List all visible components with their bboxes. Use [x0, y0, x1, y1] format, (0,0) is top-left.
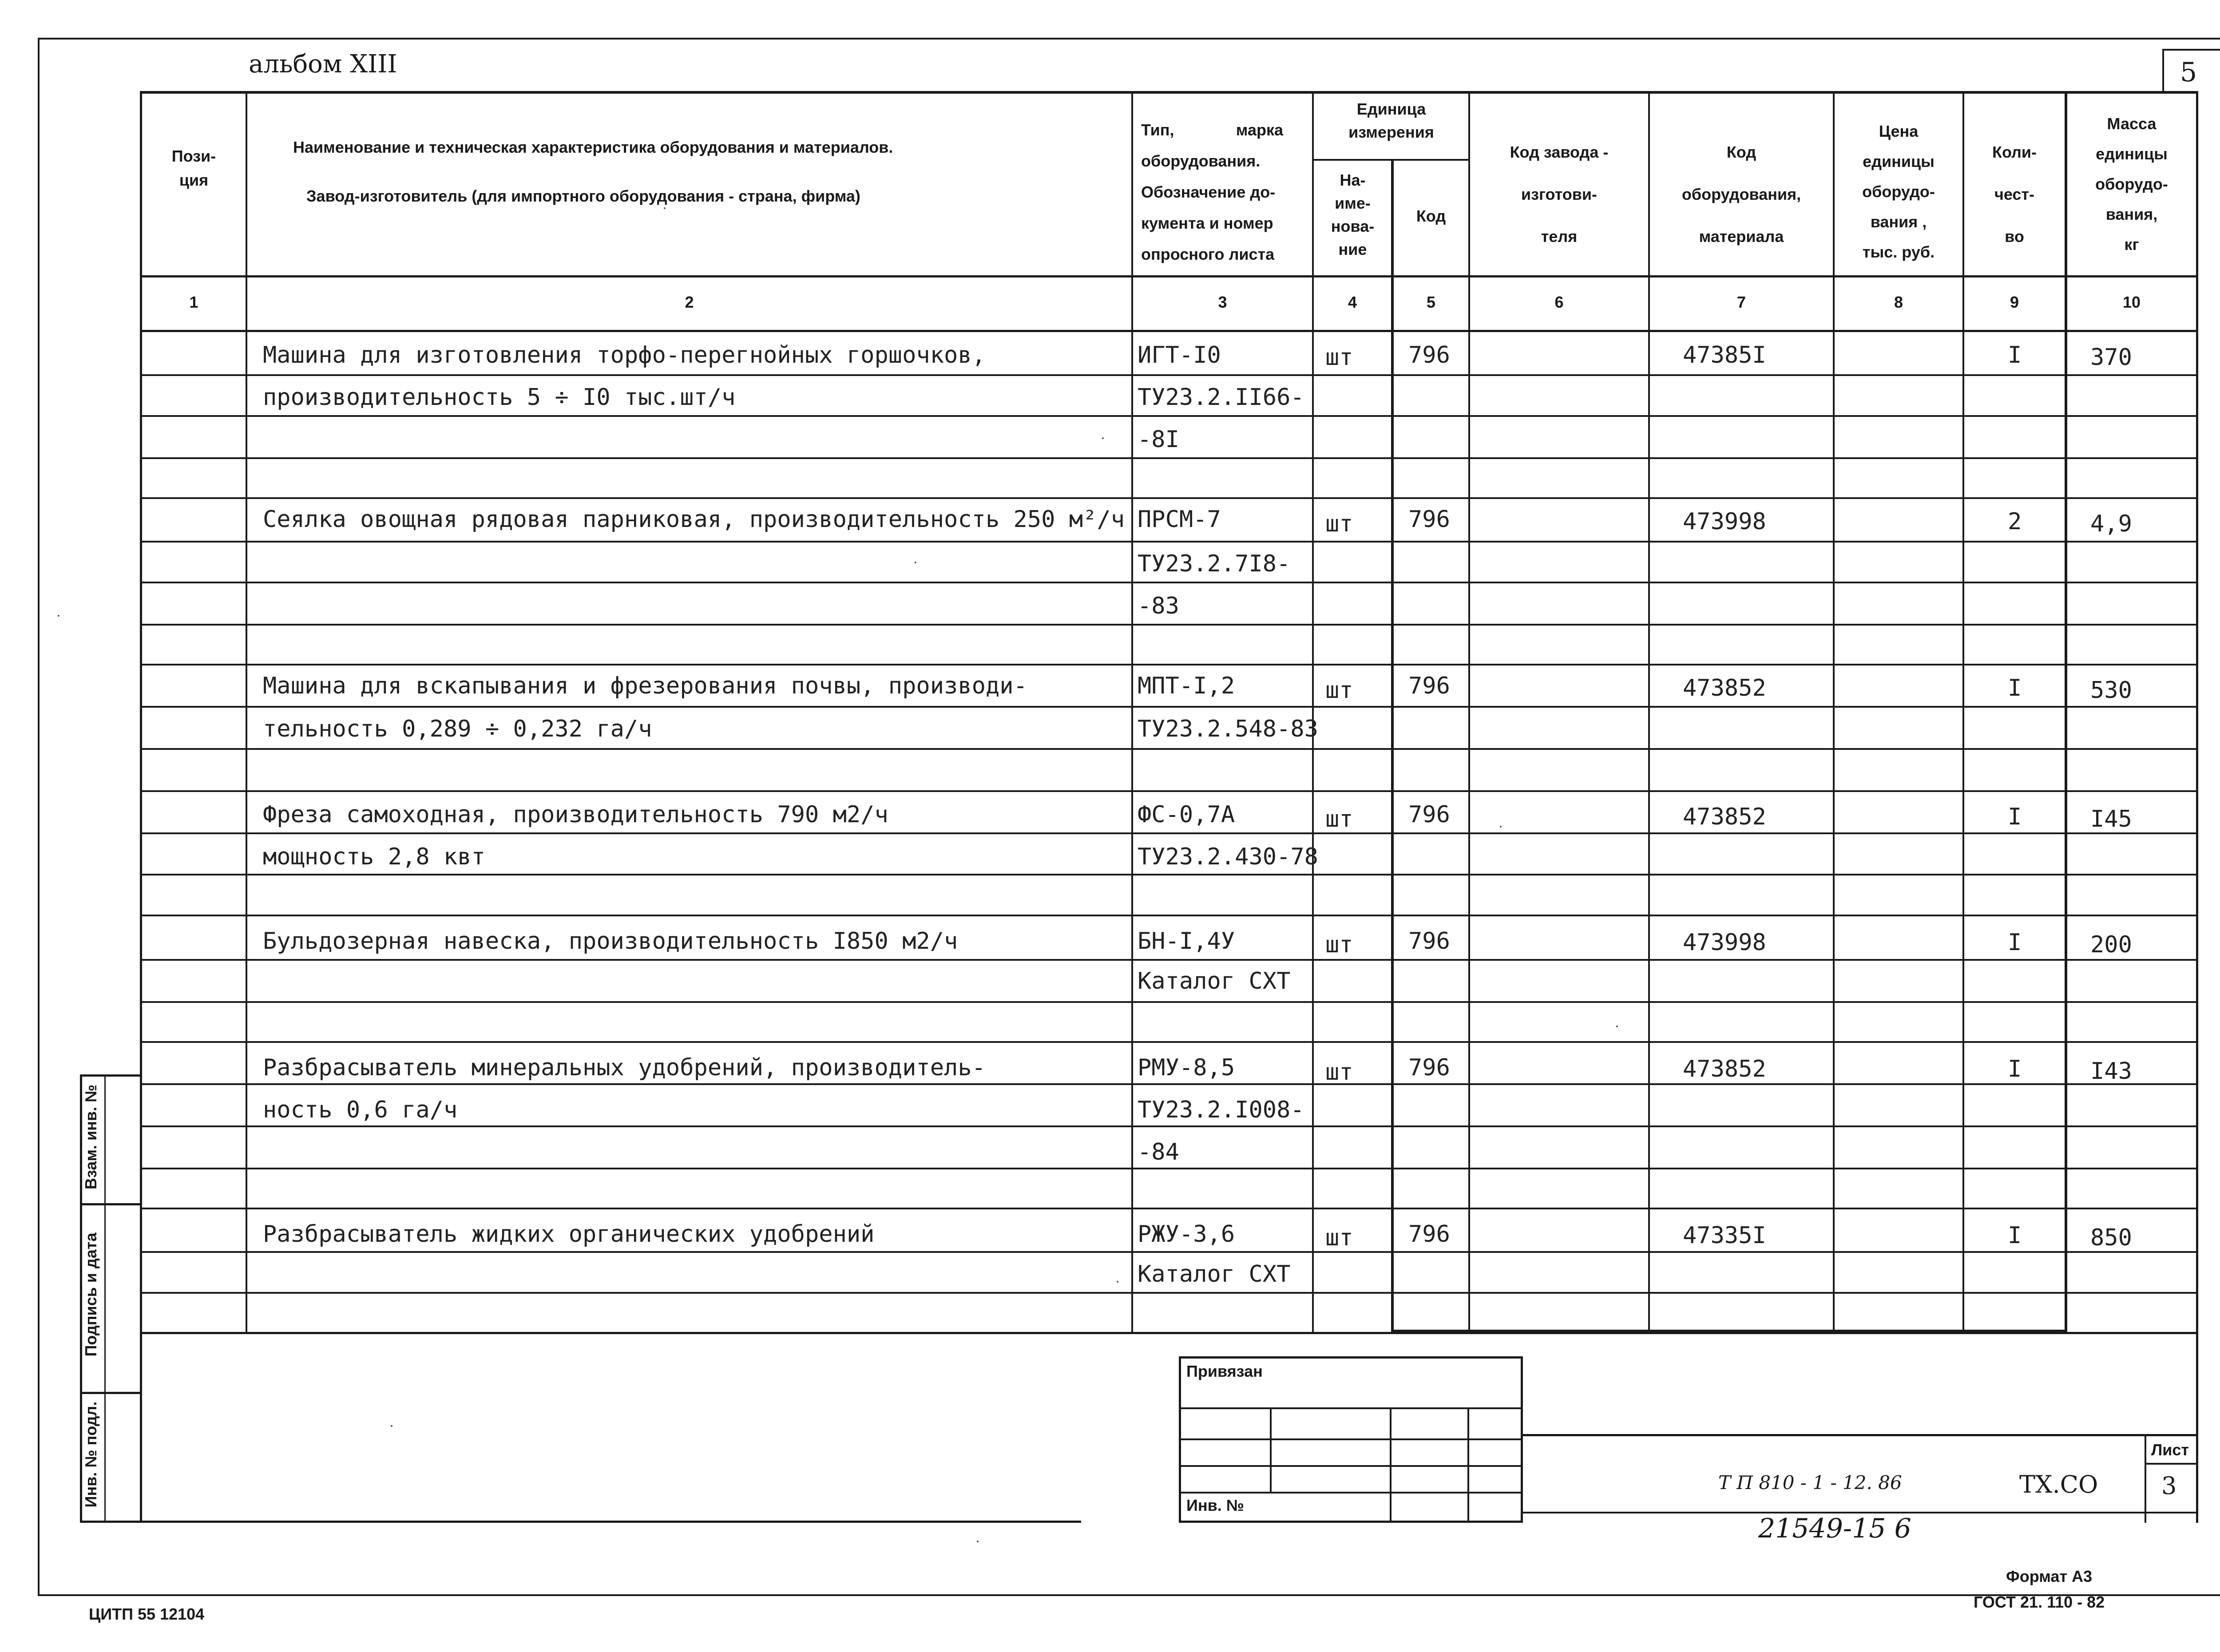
page-number-box-left	[2162, 49, 2164, 93]
table-top-line	[140, 91, 2198, 94]
header-mass-1: Масса	[2107, 115, 2157, 133]
row-1-unit: шт	[1325, 344, 1353, 371]
row-2-mass: 4,9	[2090, 511, 2132, 537]
header-kod: Код	[1416, 207, 1446, 225]
page-number: 5	[2180, 57, 2197, 88]
row-2-type-1: ПРСМ-7	[1138, 506, 1221, 533]
header-price-2: единицы	[1863, 152, 1935, 170]
header-type-4: кумента и номер	[1141, 214, 1273, 232]
row-2-type-3: -83	[1138, 593, 1179, 619]
header-mass-5: кг	[2124, 235, 2139, 254]
scan-speck	[58, 615, 59, 617]
row-1-code: 796	[1408, 342, 1450, 368]
row-separator-8	[140, 664, 2198, 666]
header-mass-4: вания,	[2105, 205, 2158, 223]
header-zavod	[1470, 131, 1648, 258]
row-separator-18	[140, 1083, 2198, 1085]
header-name-title: Наименование и техническая характеристика оборудования и материалов.	[293, 138, 893, 156]
row-separator-15	[140, 959, 2198, 961]
col-line-2	[1131, 91, 1133, 1334]
header-type-5: опросного листа	[1141, 245, 1275, 263]
header-type-2: оборудования.	[1141, 152, 1261, 170]
page-number-box-top	[2162, 49, 2220, 51]
header-naim-3: нова-	[1331, 217, 1375, 235]
row-1-equip: 47385I	[1683, 342, 1766, 368]
header-unit-1: Единица	[1356, 100, 1426, 118]
header-pos-1: Пози-	[171, 147, 216, 165]
row-separator-2	[140, 415, 2198, 417]
row-1-name-2: производительность 5 ÷ I0 тыс.шт/ч	[263, 384, 736, 411]
header-unit	[1314, 98, 1468, 144]
row-5-mass: 200	[2090, 931, 2132, 958]
row-separator-1	[140, 374, 2198, 376]
row-4-qty: I	[2008, 804, 2022, 830]
row-1-type-2: ТУ23.2.II66-	[1138, 384, 1304, 411]
row-5-equip: 473998	[1683, 929, 1766, 956]
row-7-unit: шт	[1325, 1224, 1353, 1251]
row-2-equip: 473998	[1683, 508, 1766, 535]
row-5-name-1: Бульдозерная навеска, производительность I850 м2/ч	[263, 928, 958, 955]
header-price-1: Цена	[1879, 122, 1919, 140]
row-4-type-1: ФС-0,7А	[1138, 801, 1235, 828]
header-zavod-3: теля	[1541, 227, 1578, 246]
header-naim-2: име-	[1335, 194, 1371, 212]
row-3-mass: 530	[2090, 677, 2132, 704]
header-type-1: Тип,	[1141, 121, 1174, 139]
header-zavod-1: Код завода -	[1510, 143, 1609, 161]
row-separator-13	[140, 874, 2198, 876]
header-position	[142, 144, 246, 192]
side-stamp-inner	[104, 1074, 106, 1523]
row-4-unit: шт	[1325, 806, 1353, 832]
header-naim-4: ние	[1338, 240, 1367, 258]
row-3-type-1: МПТ-I,2	[1138, 673, 1235, 699]
header-price-5: тыс. руб.	[1862, 243, 1935, 261]
row-2-qty: 2	[2008, 508, 2022, 535]
row-separator-6	[140, 582, 2198, 583]
row-5-unit: шт	[1325, 931, 1353, 958]
row-7-qty: I	[2008, 1222, 2022, 1249]
scan-speck	[1102, 437, 1104, 439]
block-bottom-left	[140, 1521, 1081, 1523]
col-line-8	[1962, 91, 1964, 1334]
privyazan-bottom	[1179, 1521, 1523, 1523]
row-3-equip: 473852	[1683, 675, 1766, 701]
header-equip	[1650, 131, 1833, 258]
scan-speck	[915, 562, 916, 563]
stamp-sheet-col	[2145, 1434, 2146, 1523]
col-line-9	[2065, 91, 2067, 1334]
col-line-1	[246, 91, 247, 1334]
row-6-equip: 473852	[1683, 1056, 1766, 1082]
row-separator-14	[140, 915, 2198, 916]
frame-bottom	[38, 1594, 2220, 1596]
row-separator-11	[140, 790, 2198, 792]
row-separator-7	[140, 624, 2198, 626]
row-1-name-1: Машина для изготовления торфо-перегнойных горшочков,	[263, 342, 986, 368]
row-4-name-2: мощность 2,8 квт	[263, 844, 485, 870]
row-separator-12	[140, 832, 2198, 834]
row-7-code: 796	[1408, 1221, 1450, 1248]
row-separator-20	[140, 1168, 2198, 1169]
header-price-4: вания ,	[1870, 213, 1927, 231]
format-label: Формат А3	[2006, 1567, 2093, 1585]
col-num-4: 4	[1348, 293, 1357, 311]
row-6-unit: шт	[1325, 1059, 1353, 1085]
privyazan-row-4	[1179, 1492, 1523, 1494]
row-4-equip: 473852	[1683, 804, 1766, 830]
header-mass-2: единицы	[2096, 145, 2168, 163]
row-separator-23	[140, 1292, 2198, 1294]
side-podpis: Подпись и дата	[82, 1232, 100, 1357]
row-3-name-2: тельность 0,289 ÷ 0,232 га/ч	[263, 716, 652, 742]
row-7-equip: 47335I	[1683, 1222, 1766, 1249]
scan-speck	[1500, 826, 1502, 828]
header-type-line-1	[1141, 115, 1310, 146]
row-3-name-1: Машина для вскапывания и фрезерования почвы, производи-	[263, 673, 1027, 699]
row-4-code: 796	[1408, 801, 1450, 828]
doc-code: ТХ.СО	[2019, 1470, 2098, 1498]
row-6-name-2: ность 0,6 га/ч	[263, 1097, 458, 1123]
row-7-type-1: РЖУ-3,6	[1138, 1221, 1235, 1248]
privyazan-col-1	[1270, 1407, 1272, 1492]
handwritten-number: 21549-15 6	[1758, 1513, 1911, 1544]
header-zavod-2: изготови-	[1521, 185, 1598, 203]
bold-bottom	[1391, 1330, 2067, 1333]
header-type-3: Обозначение до-	[1141, 183, 1276, 201]
col-num-6: 6	[1554, 293, 1564, 311]
stamp-sheet-row	[2145, 1463, 2198, 1465]
header-mass	[2067, 109, 2196, 260]
col-line-5	[1468, 91, 1470, 1334]
row-6-type-1: РМУ-8,5	[1138, 1054, 1235, 1081]
privyazan-label: Привязан	[1186, 1362, 1263, 1380]
frame-left	[38, 38, 40, 1596]
header-naim	[1314, 169, 1391, 261]
col-num-3: 3	[1218, 293, 1227, 311]
row-1-type-1: ИГТ-I0	[1138, 342, 1221, 368]
gost-label: ГОСТ 21. 110 - 82	[1974, 1593, 2105, 1611]
row-separator-9	[140, 706, 2198, 708]
album-title: альбом XIII	[249, 50, 397, 79]
col-line-10	[2196, 91, 2198, 1523]
sheet-label: Лист	[2151, 1441, 2189, 1459]
header-qty-1: Коли-	[1992, 143, 2037, 161]
header-bottom-line	[140, 275, 2198, 277]
row-1-qty: I	[2008, 342, 2022, 368]
header-type-1b: марка	[1236, 121, 1283, 139]
row-separator-4	[140, 497, 2198, 499]
privyazan-row-2	[1179, 1438, 1523, 1440]
row-separator-5	[140, 541, 2198, 543]
side-vzam: Взам. инв. №	[82, 1084, 100, 1190]
row-5-code: 796	[1408, 928, 1450, 955]
header-equip-3: материала	[1699, 227, 1784, 246]
header-mass-3: оборудо-	[2095, 175, 2168, 193]
scan-speck	[391, 1425, 392, 1427]
col-line-4	[1391, 160, 1394, 1334]
row-6-name-1: Разбрасыватель минеральных удобрений, производитель-	[263, 1054, 986, 1081]
row-6-code: 796	[1408, 1054, 1450, 1081]
row-separator-22	[140, 1251, 2198, 1253]
row-separator-10	[140, 748, 2198, 750]
row-1-mass: 370	[2090, 344, 2132, 371]
privyazan-row-1	[1179, 1407, 1523, 1409]
side-inv-podl: Инв. № подл.	[82, 1401, 100, 1508]
header-equip-1: Код	[1726, 143, 1756, 161]
header-type	[1141, 115, 1310, 270]
col-line-6	[1648, 91, 1650, 1334]
unit-split-line	[1312, 159, 1468, 161]
col-num-7: 7	[1736, 293, 1746, 311]
row-5-type-1: БН-I,4У	[1138, 928, 1235, 955]
privyazan-row-3	[1179, 1465, 1523, 1467]
col-line-7	[1833, 91, 1835, 1334]
sheet-value: 3	[2161, 1472, 2177, 1500]
scan-speck	[1117, 1281, 1118, 1283]
scan-speck	[977, 1541, 979, 1542]
privyazan-col-3	[1467, 1407, 1469, 1523]
row-1-type-3: -8I	[1138, 426, 1179, 453]
header-qty-2: чест-	[1994, 185, 2035, 203]
row-separator-21	[140, 1208, 2198, 1209]
numbers-bottom-line	[140, 330, 2198, 332]
row-5-type-2: Каталог СХТ	[1138, 968, 1291, 994]
row-3-code: 796	[1408, 673, 1450, 699]
row-separator-16	[140, 1001, 2198, 1003]
project-code: Т П 810 - 1 - 12. 86	[1718, 1472, 1902, 1494]
header-naim-1: На-	[1340, 171, 1366, 189]
row-3-type-2: ТУ23.2.548-83	[1138, 716, 1318, 742]
row-6-type-3: -84	[1138, 1139, 1179, 1165]
header-price	[1835, 116, 1962, 267]
row-3-qty: I	[2008, 675, 2022, 701]
col-num-2: 2	[685, 293, 694, 311]
col-line-3	[1312, 91, 1314, 1334]
header-qty-3: во	[2005, 227, 2024, 246]
row-6-qty: I	[2008, 1056, 2022, 1082]
row-2-type-2: ТУ23.2.7I8-	[1138, 551, 1291, 577]
row-5-qty: I	[2008, 929, 2022, 956]
col-num-9: 9	[2010, 293, 2019, 311]
row-4-name-1: Фреза самоходная, производительность 790 м2/ч	[263, 801, 888, 828]
row-7-mass: 850	[2090, 1224, 2132, 1251]
row-6-type-2: ТУ23.2.I008-	[1138, 1097, 1304, 1123]
col-num-5: 5	[1426, 293, 1436, 311]
header-name-subtitle: Завод-изготовитель (для импортного оборудования - страна, фирма)	[306, 187, 860, 205]
row-3-unit: шт	[1325, 677, 1353, 704]
header-price-3: оборудо-	[1862, 182, 1935, 201]
header-pos-2: ция	[179, 171, 209, 189]
stamp-top	[1521, 1434, 2198, 1436]
col-num-10: 10	[2122, 293, 2141, 311]
col-num-8: 8	[1894, 293, 1903, 311]
row-2-name-1: Сеялка овощная рядовая парниковая, производительность 250 м²/ч	[263, 506, 1125, 533]
citp-label: ЦИТП 55 12104	[89, 1605, 205, 1623]
row-2-unit: шт	[1325, 511, 1353, 537]
header-qty	[1964, 131, 2065, 258]
inv-no-label: Инв. №	[1186, 1496, 1244, 1514]
header-unit-2: измерения	[1348, 123, 1434, 141]
frame-top	[38, 38, 2220, 40]
scan-speck	[664, 207, 666, 209]
row-7-type-2: Каталог СХТ	[1138, 1261, 1291, 1288]
row-6-mass: I43	[2090, 1058, 2132, 1085]
row-separator-19	[140, 1125, 2198, 1127]
row-separator-3	[140, 457, 2198, 459]
row-7-name-1: Разбрасыватель жидких органических удобрений	[263, 1221, 875, 1248]
row-4-type-2: ТУ23.2.430-78	[1138, 844, 1318, 870]
header-equip-2: оборудования,	[1681, 185, 1801, 203]
privyazan-col-2	[1390, 1407, 1391, 1523]
row-separator-17	[140, 1041, 2198, 1043]
col-num-1: 1	[189, 293, 198, 311]
row-4-mass: I45	[2090, 806, 2132, 832]
row-2-code: 796	[1408, 506, 1450, 533]
privyazan-top	[1179, 1356, 1523, 1359]
scan-speck	[1616, 1026, 1618, 1027]
